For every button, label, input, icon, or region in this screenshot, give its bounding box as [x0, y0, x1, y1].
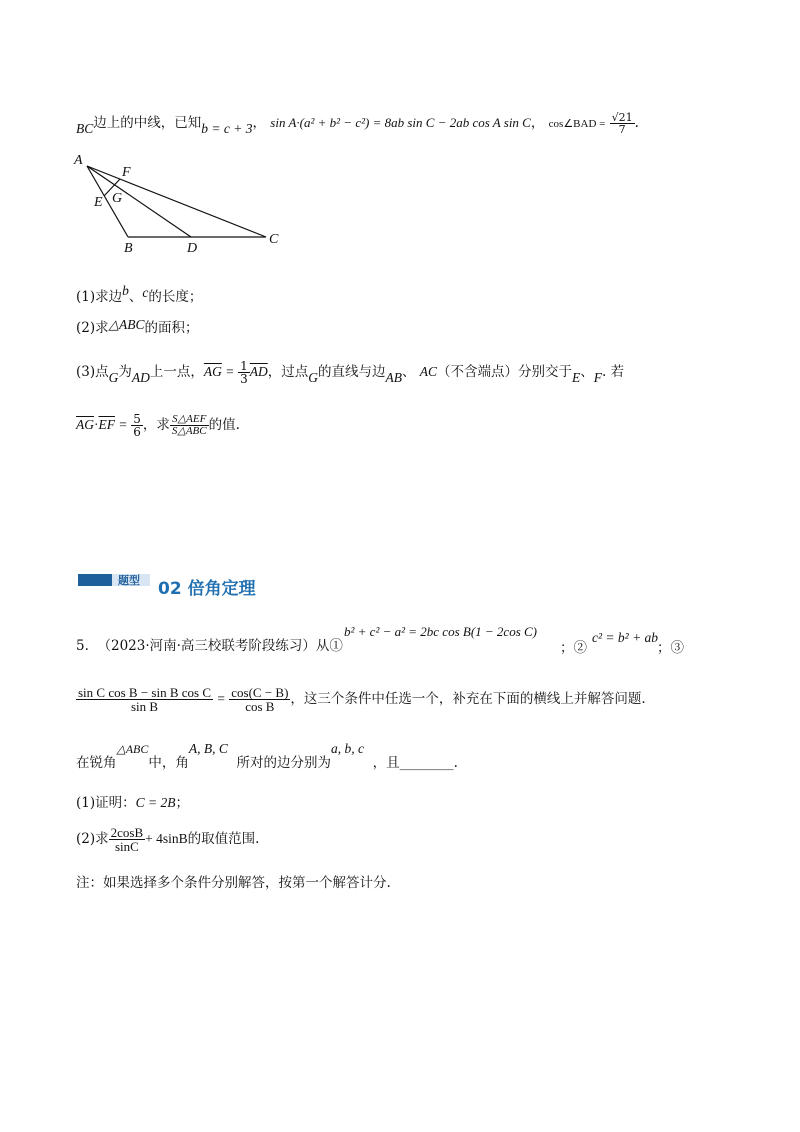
question-4-1: (1)求边b、c的长度； — [76, 283, 203, 305]
question-5-1: (1)证明：C = 2B； — [76, 795, 189, 811]
label-f: F — [122, 165, 131, 180]
q2-denominator: sinC — [114, 839, 139, 854]
label-a: A — [74, 153, 83, 168]
condition-3-line: $\frac{\text{sin C cos B − sin B cos C}}{\text{sin B}}$ = $\frac{\cos(C - B)}{\text{cos B}}$ ，这三个条件中任选一个，补充在下面的横线上并解答问题. — [78, 685, 646, 714]
blank-line: ________ — [399, 755, 454, 771]
separator-2: ；② — [560, 640, 587, 656]
problem-5-statement: 在锐角△ABC中，角A, B, C 所对的边分别为a, b, c ，且________. — [76, 741, 458, 771]
vector-ag: $\overline{AG}$ — [76, 417, 94, 432]
question-4-3: (3)点G为AD上一点，$\overline{AG}$ = $\frac{1}{3}$ $\overline{AD}$，过点G的直线与边AB、 AC（不含端点）分别交于E、F. 若 — [76, 359, 625, 386]
label-d: D — [187, 241, 198, 256]
problem-5-header — [76, 640, 343, 654]
note-text: 注：如果选择多个条件分别解答，按第一个解答计分. — [76, 875, 391, 891]
condition-2: c² = b² + ab — [592, 630, 659, 645]
question-4-3-line2: $\overline{AG}\cdot\overline{EF}$ = $\frac{5}{6}$ ，求 $\frac{\text{S△AEF}}{\text{S△ABC}}$ 的值. — [76, 412, 240, 439]
question-5-2: (2)求 $\frac{2\cos B}{\sin C}$ + 4sinB的取值范围. — [76, 825, 260, 854]
cond3-left-numerator: sin C cos B − sin B cos C — [78, 685, 212, 700]
sides-abc: a, b, c — [331, 741, 364, 756]
q2-plus-term: + 4sinB — [145, 831, 188, 846]
problem-source: （2023·河南·高三校联考阶段练习）从① — [97, 638, 343, 654]
cos-bad-prefix: cos∠BAD = — [548, 118, 606, 130]
comma: ， — [530, 115, 545, 131]
label-g: G — [112, 191, 123, 206]
section-title: 02 倍角定理 — [158, 579, 256, 599]
vector-ag: $\overline{AG}$ — [203, 364, 222, 379]
cos-bad-denominator: 7 — [618, 123, 626, 136]
expr-c-eq-2b: C = 2B — [135, 795, 176, 810]
area-aef: S△AEF — [170, 414, 209, 426]
vector-ad: $\overline{AD}$ — [249, 364, 268, 379]
triangle-figure — [70, 150, 290, 260]
condition-sine-equation: sin A·(a² + b² − c²) = 8ab sin C − 2ab cos A sin C — [270, 115, 531, 130]
separator-3: ；③ — [657, 640, 684, 656]
label-c: C — [269, 232, 279, 247]
segment-bc: BC — [76, 121, 94, 136]
cond3-left-denominator: sin B — [130, 699, 159, 714]
triangle-abc: △ABC — [116, 742, 149, 756]
section-tag-badge — [78, 570, 152, 586]
label-b: B — [124, 241, 133, 256]
condition-1: b² + c² − a² = 2bc cos B(1 − 2cos C) — [344, 624, 538, 639]
comma: ， — [252, 115, 266, 131]
cond3-right-numerator: cos(C − B) — [231, 685, 289, 700]
cond3-right-denominator: cos B — [245, 699, 275, 714]
intro-text: 边上的中线，已知 — [93, 115, 202, 131]
problem-number: 5. — [76, 638, 89, 654]
q2-numerator: 2cosB — [110, 825, 144, 840]
var-b: b — [122, 283, 129, 298]
question-4-2: (2)求△ABC的面积； — [76, 317, 199, 336]
section-tag: 题型 — [118, 574, 140, 586]
vector-ef: $\overline{EF}$ — [98, 417, 115, 432]
cos-bad-numerator: √21 — [611, 111, 633, 124]
period: . — [634, 115, 639, 131]
condition-b-eq-c-plus-3: b = c + 3 — [201, 121, 253, 136]
area-abc: S△ABC — [171, 425, 207, 437]
choose-text: ，这三个条件中任选一个，补充在下面的横线上并解答问题. — [290, 691, 646, 707]
var-c: c — [142, 285, 149, 300]
label-e: E — [94, 195, 103, 210]
triangle-abc: △ABC — [108, 317, 145, 332]
angles-abc: A, B, C — [188, 741, 228, 756]
